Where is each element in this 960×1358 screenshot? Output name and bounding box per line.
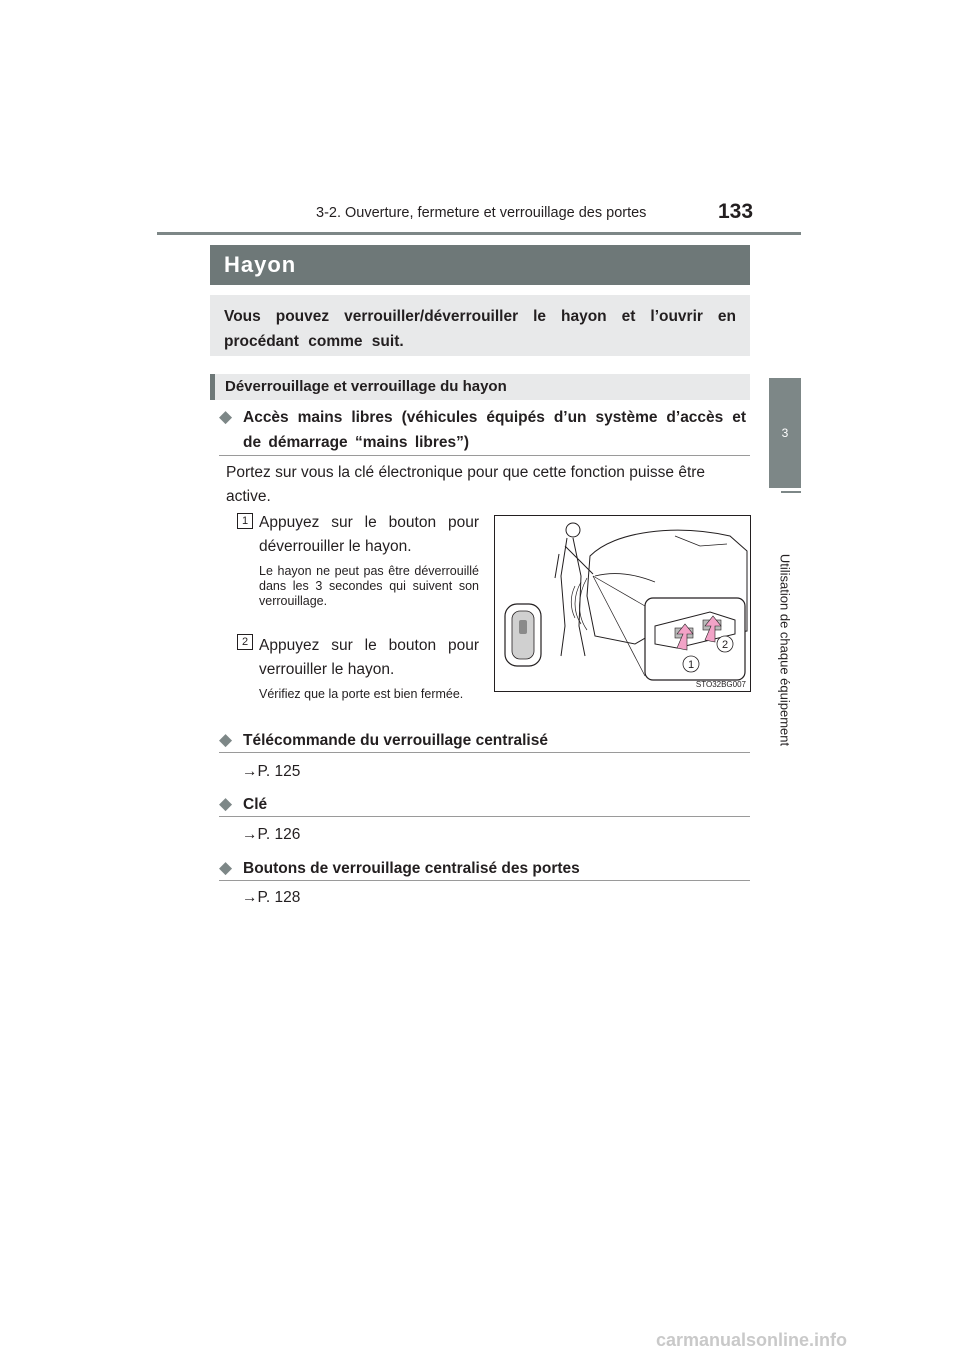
breadcrumb: 3-2. Ouverture, fermeture et verrouillage des portes <box>316 205 647 221</box>
page-reference[interactable]: →P. 128 <box>242 889 301 906</box>
illustration-code: STO32BG007 <box>695 680 746 689</box>
step-text: Appuyez sur le bouton pour verrouiller le hayon. <box>259 637 479 678</box>
callout-2: 2 <box>721 639 729 651</box>
section-heading-text: Déverrouillage et verrouillage du hayon <box>225 378 507 395</box>
intro-box <box>210 295 750 356</box>
chapter-tab <box>769 378 801 488</box>
step-note: Vérifiez que la porte est bien fermée. <box>259 687 464 701</box>
body-text: Portez sur vous la clé électronique pour que cette fonction puisse être active. <box>226 464 706 505</box>
chapter-title: Utilisation de chaque équipement <box>777 553 793 747</box>
chapter-number: 3 <box>781 426 789 440</box>
subsection-heading: Télécommande du verrouillage centralisé <box>243 732 548 749</box>
tailgate-illustration-drawing <box>495 516 750 691</box>
side-rule <box>781 491 801 493</box>
page-number: 133 <box>718 200 754 223</box>
subsection-rule <box>219 455 750 456</box>
intro-text: Vous pouvez verrouiller/déverrouiller le hayon et l’ouvrir en procédant comme suit. <box>224 308 736 350</box>
page-reference[interactable]: →P. 126 <box>242 826 301 843</box>
diamond-bullet-icon: ◆ <box>219 858 233 877</box>
subsection-heading: Boutons de verrouillage centralisé des portes <box>243 860 580 877</box>
step-text: Appuyez sur le bouton pour déverrouiller le hayon. <box>259 514 479 555</box>
diamond-bullet-icon: ◆ <box>219 730 233 749</box>
page-reference[interactable]: →P. 125 <box>242 763 301 780</box>
step-note: Le hayon ne peut pas être déverrouillé dans les 3 secondes qui suivent son verrouillage. <box>259 564 479 608</box>
tailgate-illustration <box>494 515 751 692</box>
section-heading-bar <box>210 374 215 400</box>
diamond-bullet-icon: ◆ <box>219 794 233 813</box>
page-title-bar <box>210 245 750 285</box>
header-rule <box>157 232 801 235</box>
step-number-badge: 2 <box>237 634 253 650</box>
watermark: carmanualsonline.info <box>656 1330 848 1350</box>
callout-1: 1 <box>687 659 695 671</box>
subsection-rule <box>219 752 750 753</box>
chapter-title-vertical <box>758 520 812 780</box>
subsection-heading: Clé <box>243 796 268 813</box>
step-number-badge: 1 <box>237 513 253 529</box>
page-title: Hayon <box>224 252 297 277</box>
section-heading <box>210 374 750 400</box>
subsection-heading: Accès mains libres (véhicules équipés d’un système d’accès et de démarrage “mains libres”) <box>243 409 746 451</box>
subsection-rule <box>219 880 750 881</box>
diamond-bullet-icon: ◆ <box>219 407 233 426</box>
subsection-rule <box>219 816 750 817</box>
